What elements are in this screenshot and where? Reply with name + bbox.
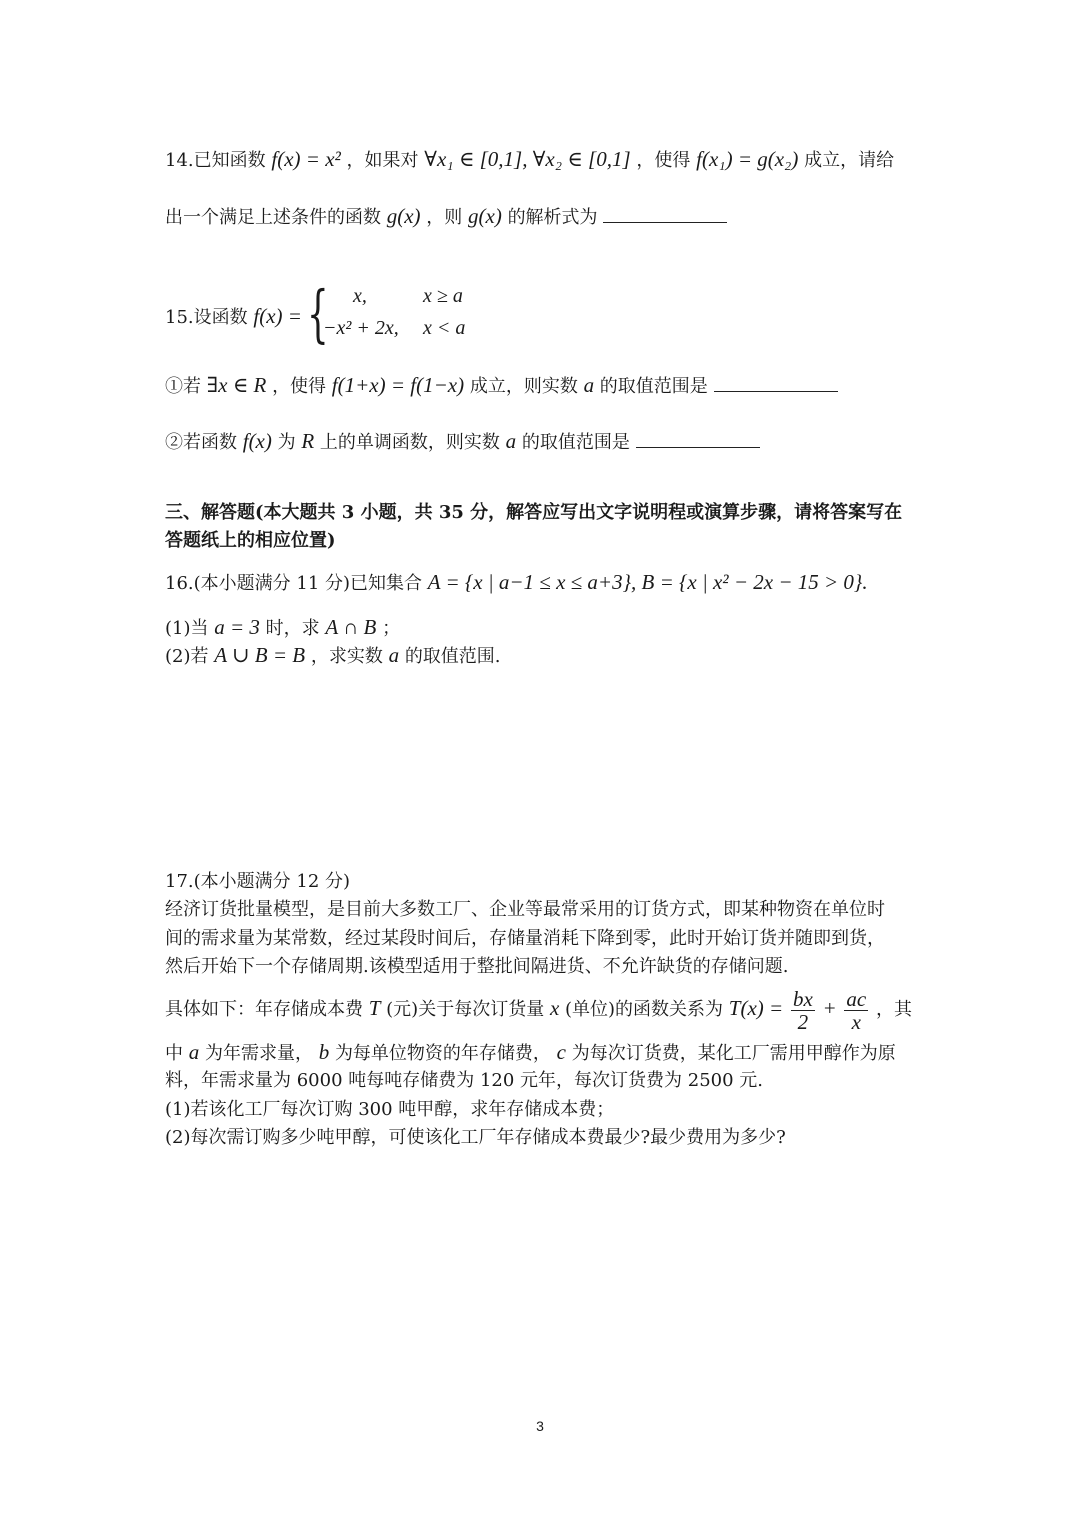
q17-para: 间的需求量为某常数，经过某段时间后，存储量消耗下降到零，此时开始订货并随即到货， bbox=[165, 928, 885, 949]
q17-definitions: 中 a 为年需求量， b 为每单位物资的年存储费， c 为每次订货费，某化工厂需用甲醇作为原 bbox=[165, 1040, 896, 1064]
q15-label: 15.设函数 f(x) = bbox=[165, 304, 302, 328]
q14-line2 bbox=[165, 203, 727, 231]
q17-header: 17.(本小题满分 12 分) bbox=[165, 871, 351, 892]
q14-function: f(x) = x² bbox=[271, 147, 341, 171]
q17-fraction-ac-x: $\frac{ac}{x}$ bbox=[846, 986, 867, 1034]
section-heading: 三、解答题(本大题共 3 小题，共 35 分，解答应写出文字说明程或演算步骤，请将答案写在 bbox=[165, 502, 903, 523]
q17-formula-lhs: T(x) = bbox=[728, 996, 784, 1020]
q16-sets: A = {x | a−1 ≤ x ≤ a+3}, B = {x | x² − 2x − 15 > 0}. bbox=[427, 570, 868, 594]
q14-text: 14.已知函数 bbox=[165, 150, 266, 171]
q17-part1: (1)若该化工厂每次订购 300 吨甲醇，求年存储成本费； bbox=[165, 1099, 615, 1120]
q14-line1 bbox=[165, 146, 894, 174]
q17-fraction-bx-2: $\frac{bx}{2}$ bbox=[792, 986, 813, 1034]
q14-text: 的解析式为 bbox=[507, 207, 598, 228]
q16-header: 16.(本小题满分 11 分)已知集合 A = {x | a−1 ≤ x ≤ a+3}, B = {x | x² − 2x − 15 > 0}. bbox=[165, 570, 868, 594]
q14-g-function: g(x) bbox=[468, 204, 502, 228]
q14-text: ，使得 bbox=[636, 150, 691, 171]
q14-answer-blank[interactable] bbox=[603, 206, 727, 223]
q16-part1: (1)当 a = 3 时，求 A ∩ B ； bbox=[165, 615, 401, 639]
q15-lhs: f(x) = bbox=[253, 304, 302, 328]
brace-icon: { bbox=[307, 277, 329, 350]
q15-part2: ②若函数 f(x) 为 R 上的单调函数，则实数 a 的取值范围是 bbox=[165, 428, 760, 456]
q15-part1-answer-blank[interactable] bbox=[714, 375, 838, 392]
q15-row1: x, x ≥ a bbox=[353, 285, 463, 307]
q14-text: 出一个满足上述条件的函数 bbox=[165, 207, 381, 228]
q17-formula-line: 具体如下：年存储成本费 T (元)关于每次订货量 x (单位)的函数关系为 T(x) = $\frac{bx}{2}$ + $\frac{ac}{x}$ ，其 bbox=[165, 986, 912, 1034]
q14-text: 成立，请给 bbox=[804, 150, 895, 171]
q17-para: 经济订货批量模型，是目前大多数工厂、企业等最常采用的订货方式，即某种物资在单位时 bbox=[165, 899, 885, 920]
q14-g-function: g(x) bbox=[386, 204, 421, 228]
q14-condition: ∀x₁ ∈ [0,1], ∀x₂ ∈ [0,1] bbox=[424, 147, 631, 171]
q16-part2: (2)若 A ∪ B = B ，求实数 a 的取值范围. bbox=[165, 643, 501, 667]
q15-part1: ①若 ∃x ∈ R ，使得 f(1+x) = f(1−x) 成立，则实数 a 的取值范围是 bbox=[165, 372, 838, 400]
q17-part2: (2)每次需订购多少吨甲醇，可使该化工厂年存储成本费最少?最少费用为多少? bbox=[165, 1127, 786, 1148]
page-number: 3 bbox=[536, 1418, 544, 1434]
section-heading-cont: 答题纸上的相应位置) bbox=[165, 530, 336, 551]
q15-part2-answer-blank[interactable] bbox=[636, 431, 760, 448]
q17-data-line: 料，年需求量为 6000 吨每吨存储费为 120 元年，每次订货费为 2500 元. bbox=[165, 1070, 764, 1091]
q14-text: ，如果对 bbox=[346, 150, 419, 171]
q15-row2: −x² + 2x, x < a bbox=[323, 317, 466, 339]
q14-text: ，则 bbox=[426, 207, 463, 228]
q17-para: 然后开始下一个存储周期.该模型适用于整批间隔进货、不允许缺货的存储问题. bbox=[165, 956, 789, 977]
q14-equation: f(x₁) = g(x₂) bbox=[696, 147, 799, 171]
